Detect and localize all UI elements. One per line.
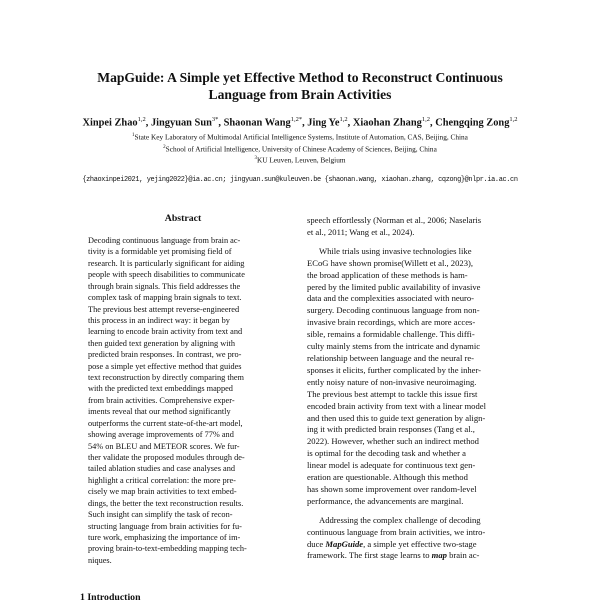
author-affiliation-marker: 1,2 (421, 116, 430, 123)
text-line: eration are questionable. Although this method (307, 472, 468, 483)
author-emails[interactable]: {zhaoxinpei2021, yejing2022}@ia.ac.cn; jingyuan.sun@kuleuven.be {shaonan.wang, xiaohan.zhang, cqzong}@nlpr.ia.ac.cn (82, 176, 518, 184)
text-line: the broad application of these methods is ham- (307, 269, 468, 280)
author-affiliation-marker: 1,2 (509, 116, 518, 123)
title-line-1: MapGuide: A Simple yet Effective Method to Reconstruct Continuous (97, 70, 503, 85)
paragraph-invasive-trials (307, 246, 531, 508)
text-line: While trials using invasive technologies like (319, 245, 472, 256)
affiliation-text: School of Artificial Intelligence, University of Chinese Academy of Sciences, Beijing, China (165, 144, 437, 154)
affiliation (40, 143, 560, 155)
text-line: with the predicted text embeddings mapped (88, 384, 233, 394)
text-line: then guided text generation by aligning with (88, 338, 236, 348)
text-line: speech effortlessly (Norman et al., 2006; Naselaris (307, 215, 482, 225)
text-line: linear model is adequate for continuous text gen- (307, 460, 476, 471)
text-line: ing it with predicted brain responses (Tang et al., (307, 424, 475, 435)
affiliation-marker: 1 (132, 133, 135, 138)
text-line: has shown some improvement over random-level (307, 483, 477, 494)
text-line: culty mainly stems from the intricate and dynamic (307, 341, 481, 352)
text-line: Such insight can simplify the task of recon- (88, 510, 233, 520)
text-line: this process in an indirect way: it began by (88, 315, 230, 325)
text-line: tailed ablation studies and case analyses and (88, 464, 235, 474)
text-line: relationship between language and the neural re- (307, 352, 475, 363)
author-affiliation-marker: 3* (211, 116, 219, 123)
paragraph-continuation (307, 215, 531, 239)
text-line: complex task of mapping brain signals to text. (88, 293, 242, 303)
text-line: ECoG have shown promise(Willett et al., 2023), (307, 257, 474, 268)
affiliation (40, 131, 560, 143)
text-line: sible, remains a formidable challenge. This diffi- (307, 329, 475, 340)
affiliation-marker: 2 (163, 144, 166, 150)
text-line: 2022). However, whether such an indirect method (307, 436, 479, 447)
text-line: people with speech disabilities to communicate (88, 270, 245, 280)
text-line: and then used this to guide text generation by align- (307, 412, 486, 423)
affiliation-marker: 3 (254, 156, 257, 162)
paragraph-gap (307, 508, 531, 515)
text-line: data and the complexities associated with neuro- (307, 293, 475, 304)
author-list: Xinpei Zhao$^{1,2}$, Jingyuan Sun$^{3*}$, Shaonan Wang$^{1,2*}$, Jing Ye$^{1,2}$, Xiaohan Zhang$^{1,2}$, Chengqing Zong$^{1,2}$ (82, 116, 518, 129)
text-line: The previous best attempt reverse-engineered (88, 304, 240, 314)
paper-title (40, 69, 560, 103)
text-line: ther validate the proposed modules through de- (88, 453, 245, 463)
text-line: predicted brain responses. In contrast, we pro- (88, 350, 242, 360)
paragraph-mapguide-intro (307, 515, 531, 563)
section-heading-introduction: 1 Introduction (80, 592, 141, 603)
text-line: niques. (88, 555, 112, 565)
author-name: Jing Ye (307, 117, 340, 129)
author-name: Xinpei Zhao (82, 117, 138, 129)
title-line-2: Language from Brain Activities (208, 87, 392, 102)
author-name: Xiaohan Zhang (352, 117, 422, 129)
abstract-heading: Abstract (164, 213, 202, 224)
author-name: Chengqing Zong (435, 117, 510, 129)
text-line: through brain signals. This field addresses the (88, 281, 241, 291)
author-affiliation-marker: 1,2 (339, 116, 348, 123)
text-line: Addressing the complex challenge of decoding (319, 514, 481, 525)
text-line: Decoding continuous language from brain ac- (88, 236, 241, 245)
text-line: cisely we map brain activities to text embed- (88, 487, 237, 497)
text-line: surgery. Decoding continuous language from non- (307, 305, 480, 316)
text-line: encoded brain activity from text with a linear model (307, 400, 486, 411)
affiliation-text: State Key Laboratory of Multimodal Artificial Intelligence Systems, Institute of Automation, CAS, Beijing, China (134, 132, 468, 142)
author-affiliation-marker: 1,2 (137, 116, 146, 123)
text-line: from brain activities. Comprehensive exper- (88, 395, 235, 405)
text-line: showing average improvements of 77% and (88, 430, 234, 440)
text-line: structing language from brain activities for fu- (88, 521, 242, 531)
author-name: Shaonan Wang (223, 117, 291, 129)
affiliation-text: KU Leuven, Leuven, Belgium (256, 155, 346, 165)
text-line: The previous best attempt to tackle this issue first (307, 388, 478, 399)
text-line: tivity is a formidable yet promising field of (88, 247, 232, 257)
text-line: dings, the better the text reconstruction results. (88, 498, 244, 508)
text-line: proving brain-to-text-embedding mapping tech- (88, 544, 247, 554)
text-line: outperforms the current state-of-the-art model, (88, 418, 243, 428)
text-line: research. It is particularly significant for aiding (88, 258, 245, 268)
text-line: continuous language from brain activities, we intro- (307, 526, 486, 537)
author-name: Jingyuan Sun (150, 117, 212, 129)
text-line: et al., 2011; Wang et al., 2024). (307, 226, 415, 237)
text-line: pered by the limited public availability of invasive (307, 281, 481, 292)
affiliation-list (40, 131, 560, 166)
text-line: text reconstruction by directly comparing them (88, 373, 244, 383)
text-line: ently noisy nature of non-invasive neuroimaging. (307, 376, 477, 387)
text-line: learning to encode brain activity from text and (88, 327, 243, 337)
text-line: pose a simple yet effective method that guides (88, 361, 242, 371)
text-line: framework. The first stage learns to map brain ac- (307, 550, 480, 561)
abstract-body (88, 235, 278, 566)
author-affiliation-marker: 1,2* (290, 116, 303, 123)
text-line: 54% on BLEU and METEOR scores. We fur- (88, 441, 240, 451)
text-line: sponses it elicits, further complicated by the inher- (307, 364, 482, 375)
text-line: invasive brain recordings, which are more acces- (307, 317, 476, 328)
text-line: iments reveal that our method significantly (88, 407, 231, 417)
right-column (307, 215, 531, 562)
affiliation (40, 154, 560, 166)
text-line: highlight a critical correlation: the more pre- (88, 475, 236, 485)
text-line: duce MapGuide, a simple yet effective two-stage (307, 538, 477, 549)
paragraph-gap (307, 239, 531, 246)
text-line: performance, the advancements are marginal. (307, 495, 464, 506)
text-line: is optimal for the decoding task and whether a (307, 448, 466, 459)
text-line: ture work, emphasizing the importance of im- (88, 532, 241, 542)
